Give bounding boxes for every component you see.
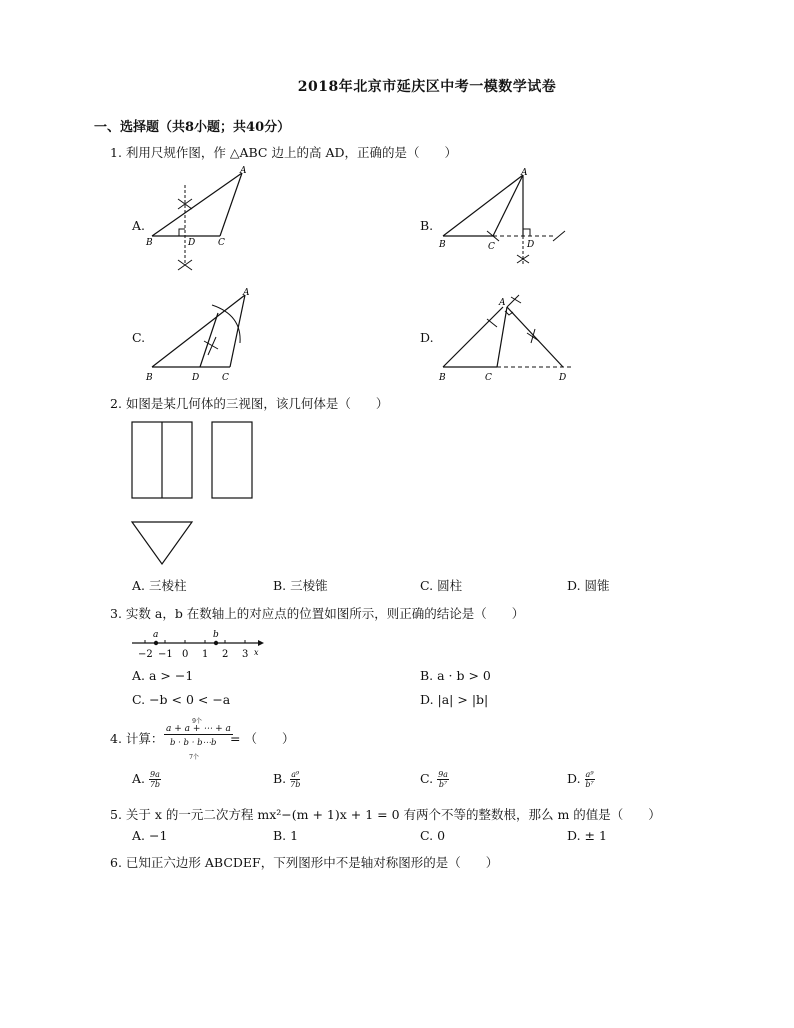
q2-option-d: D. 圆锥 xyxy=(567,578,610,593)
q1a-label-c: C xyxy=(218,238,225,248)
q1d-label-b: B xyxy=(439,373,446,383)
q1-option-a-label: A. xyxy=(132,218,146,233)
tick-label: −2 xyxy=(138,649,153,660)
q1c-label-c: C xyxy=(222,373,229,383)
q1-option-c-label: C. xyxy=(132,330,146,345)
page-title: 2018年北京市延庆区中考一模数学试卷 xyxy=(297,79,557,95)
point-b xyxy=(214,641,218,645)
top-view xyxy=(132,522,192,564)
q2-option-a: A. 三棱柱 xyxy=(132,578,187,593)
q1b-label-c: C xyxy=(488,242,495,252)
point-b-label: b xyxy=(213,630,219,640)
q4-option-d: D. $\frac{\text{a⁹}}{\text{b⁷}}$ xyxy=(567,770,594,789)
q2-three-views xyxy=(130,420,260,570)
q4-option-b: B. $\frac{\text{a⁹}}{7b}$ xyxy=(273,770,301,789)
axis-var: x xyxy=(254,648,259,657)
q4-numerator: a + a + ⋯ + a xyxy=(166,724,231,734)
q1-option-d-label: D. xyxy=(420,330,434,345)
q4-suffix: = （ ） xyxy=(230,731,295,746)
q1a-label-b: B xyxy=(146,238,153,248)
q1-option-b-label: B. xyxy=(420,218,434,233)
tick-label: 1 xyxy=(202,649,209,660)
q1-figure-c xyxy=(140,285,260,385)
tick-label: 2 xyxy=(222,649,229,660)
q1b-label-a: A xyxy=(521,168,528,178)
q4-option-a: A. $\frac{9a}{7b}$ xyxy=(132,770,161,789)
q3-number-line xyxy=(128,626,268,662)
q1d-label-a: A xyxy=(499,298,506,308)
q3-option-b: B. a · b > 0 xyxy=(420,668,491,683)
q3-option-d: D. |a| > |b| xyxy=(420,692,489,707)
q1c-label-d: D xyxy=(192,373,200,383)
question-6-stem: 6. 已知正六边形 ABCDEF，下列图形中不是轴对称图形的是（ ） xyxy=(110,855,499,870)
q1-figure-b xyxy=(435,165,575,275)
q4-den-brace: 7个 xyxy=(189,754,199,761)
q1d-label-d: D xyxy=(559,373,567,383)
question-4-prefix: 4. 计算： xyxy=(110,731,164,746)
q1a-label-a: A xyxy=(240,166,247,176)
question-1-stem: 1. 利用尺规作图，作 △ABC 边上的高 AD，正确的是（ ） xyxy=(110,145,457,160)
q4-denominator: b · b · b⋯b xyxy=(170,738,217,748)
point-a xyxy=(154,641,158,645)
tick-label: 0 xyxy=(182,649,189,660)
q5-option-a: A. −1 xyxy=(132,828,168,843)
side-view xyxy=(212,422,252,498)
q1c-label-a: A xyxy=(243,288,250,298)
q4-num-brace: 9个 xyxy=(192,718,202,725)
q1c-label-b: B xyxy=(146,373,153,383)
q1b-label-b: B xyxy=(439,240,446,250)
question-2-stem: 2. 如图是某几何体的三视图，该几何体是（ ） xyxy=(110,396,389,411)
q5-option-b: B. 1 xyxy=(273,828,299,843)
q5-option-c: C. 0 xyxy=(420,828,446,843)
question-5-stem: 5. 关于 x 的一元二次方程 mx²−(m + 1)x + 1 = 0 有两个不等的整数根，那么 m 的值是（ ） xyxy=(110,807,661,822)
q1d-label-c: C xyxy=(485,373,492,383)
q4-option-c: C. $\frac{9a}{\text{b⁷}}$ xyxy=(420,770,448,789)
q2-option-b: B. 三棱锥 xyxy=(273,578,328,593)
q1-figure-a xyxy=(140,165,260,275)
tick-label: −1 xyxy=(158,649,173,660)
q1-figure-d xyxy=(435,285,585,385)
q1b-label-d: D xyxy=(527,240,535,250)
q3-option-c: C. −b < 0 < −a xyxy=(132,692,231,707)
q2-option-c: C. 圆柱 xyxy=(420,578,463,593)
q3-option-a: A. a > −1 xyxy=(132,668,194,683)
section-heading: 一、选择题（共8小题；共40分） xyxy=(94,120,291,135)
q5-option-d: D. ± 1 xyxy=(567,828,607,843)
tick-label: 3 xyxy=(242,649,249,660)
q1a-label-d: D xyxy=(188,238,196,248)
question-3-stem: 3. 实数 a，b 在数轴上的对应点的位置如图所示，则正确的结论是（ ） xyxy=(110,606,525,621)
point-a-label: a xyxy=(153,630,159,640)
